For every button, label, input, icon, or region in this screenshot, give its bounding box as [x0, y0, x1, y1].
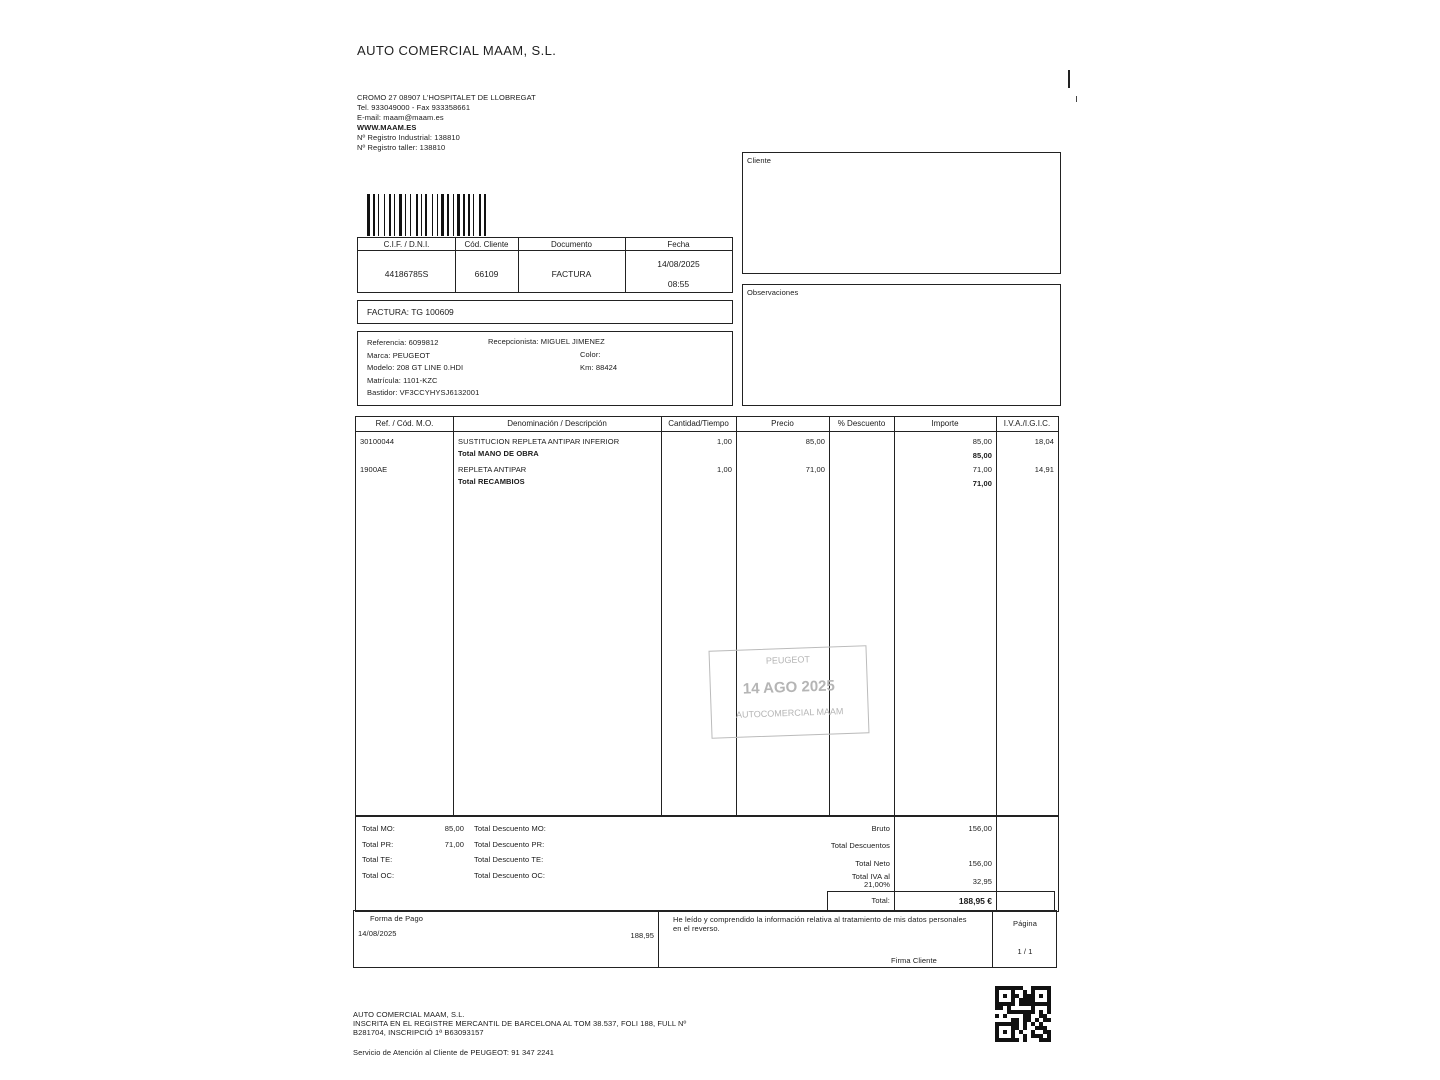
item-price: 71,00	[805, 465, 825, 474]
stamp-date: 14 AGO 2025	[742, 677, 836, 698]
vehicle-color: Color:	[580, 350, 601, 359]
subtotal-label: Total RECAMBIOS	[458, 477, 525, 486]
page-box	[993, 910, 1057, 968]
item-quantity: 1,00	[717, 465, 732, 474]
net-value: 156,00	[968, 859, 992, 868]
total-pr-value: 71,00	[444, 839, 464, 849]
discount-oc-label: Total Descuento OC:	[474, 870, 546, 880]
vehicle-km: Km: 88424	[580, 363, 618, 372]
payment-amount: 188,95	[630, 931, 654, 940]
col-header-price: Precio	[771, 419, 794, 428]
page-label: Página	[1013, 919, 1037, 928]
page-value: 1 / 1	[1017, 947, 1033, 956]
stamp-line: PEUGEOT	[765, 654, 811, 666]
subtotal-amount: 71,00	[972, 479, 992, 488]
payment-date: 14/08/2025	[358, 929, 397, 938]
total-mo-label: Total MO:	[362, 824, 395, 833]
signature-label: Firma Cliente	[891, 956, 937, 965]
totals-discount-labels	[474, 821, 546, 883]
observations-box	[742, 284, 1061, 406]
company-address	[357, 93, 597, 153]
address-line: Tel. 933049000 - Fax 933358661	[357, 103, 471, 112]
date-label: Fecha	[667, 240, 690, 249]
client-code-label: Cód. Cliente	[464, 240, 509, 249]
col-header-vat: I.V.A./I.G.I.C.	[1003, 419, 1051, 428]
footer-legal	[353, 1010, 813, 1037]
col-header-quantity: Cantidad/Tiempo	[668, 419, 729, 428]
grand-total-box	[827, 891, 1055, 912]
item-vat: 18,04	[1034, 437, 1054, 446]
nif-label: C.I.F. / D.N.I.	[383, 240, 430, 249]
vehicle-reference: Referencia: 6099812	[367, 338, 439, 347]
client-label: Cliente	[747, 156, 772, 165]
address-line: WWW.MAAM.ES	[357, 123, 417, 132]
document-label: Documento	[551, 240, 592, 249]
item-description: REPLETA ANTIPAR	[458, 465, 527, 474]
total-oc-label: Total OC:	[362, 870, 395, 880]
vat-label: Total IVA al 21,00%	[851, 872, 890, 889]
item-ref: 1900AE	[360, 465, 388, 474]
discount-mo-label: Total Descuento MO:	[474, 824, 546, 833]
gross-value: 156,00	[968, 824, 992, 833]
vat-value: 32,95	[972, 877, 992, 886]
totals-left-labels	[362, 821, 395, 883]
nif-value: 44186785S	[384, 269, 429, 279]
footer-line: B281704, INSCRIPCIÓ 1ª B63093157	[353, 1028, 484, 1037]
footer-service: Servicio de Atención al Cliente de PEUGEOT: 91 347 2241	[353, 1048, 555, 1057]
item-vat: 14,91	[1034, 465, 1054, 474]
grand-total-label: Total:	[871, 896, 890, 905]
document-value: FACTURA	[551, 269, 592, 279]
total-mo-value: 85,00	[444, 824, 464, 833]
barcode	[367, 194, 519, 236]
scan-mark	[1068, 70, 1070, 88]
scan-mark	[1076, 96, 1085, 102]
company-name: AUTO COMERCIAL MAAM, S.L.	[357, 43, 557, 58]
invoice-number: FACTURA: TG 100609	[367, 307, 454, 317]
vehicle-vin: Bastidor: VF3CCYHYSJ6132001	[367, 388, 480, 397]
vehicle-plate: Matrícula: 1101-KZC	[367, 375, 438, 385]
signature-box	[659, 910, 993, 968]
col-header-discount: % Descuento	[837, 419, 886, 428]
document-header-box	[357, 237, 733, 293]
item-price: 85,00	[805, 437, 825, 446]
discount-pr-label: Total Descuento PR:	[474, 839, 545, 849]
total-te-label: Total TE:	[362, 855, 393, 864]
address-line: CROMO 27 08907 L'HOSPITALET DE LLOBREGAT	[357, 93, 536, 102]
client-box	[742, 152, 1061, 274]
col-header-ref: Ref. / Cód. M.O.	[375, 419, 434, 428]
vehicle-details	[367, 337, 479, 400]
vehicle-make: Marca: PEUGEOT	[367, 350, 431, 360]
total-pr-label: Total PR:	[362, 839, 394, 849]
subtotal-label: Total MANO DE OBRA	[458, 449, 539, 458]
item-amount: 85,00	[972, 437, 992, 446]
discount-te-label: Total Descuento TE:	[474, 855, 544, 864]
footer-line: INSCRITA EN EL REGISTRE MERCANTIL DE BARCELONA AL TOM 38.537, FOLI 188, FULL Nº	[353, 1019, 687, 1028]
payment-label: Forma de Pago	[370, 914, 423, 923]
discounts-label: Total Descuentos	[830, 841, 890, 850]
qr-code	[995, 986, 1051, 1042]
gross-label: Bruto	[871, 824, 890, 833]
date-value: 14/08/2025	[657, 259, 700, 269]
client-code-value: 66109	[474, 269, 499, 279]
item-description: SUSTITUCION REPLETA ANTIPAR INFERIOR	[458, 437, 620, 446]
invoice-number-box	[357, 300, 733, 324]
received-stamp	[709, 645, 870, 738]
items-table	[355, 416, 1059, 816]
time-value: 08:55	[667, 279, 690, 289]
receptionist: Recepcionista: MIGUEL JIMENEZ	[488, 337, 605, 346]
item-quantity: 1,00	[717, 437, 732, 446]
vehicle-box	[357, 331, 733, 406]
net-label: Total Neto	[855, 859, 890, 868]
item-amount: 71,00	[972, 465, 992, 474]
payment-box	[353, 910, 659, 968]
address-line: Nº Registro Industrial: 138810	[357, 133, 460, 142]
totals-left-values	[416, 821, 464, 852]
address-line: E-mail: maam@maam.es	[357, 113, 444, 122]
subtotal-amount: 85,00	[972, 451, 992, 460]
consent-text: He leído y comprendido la información relativa al tratamiento de mis datos personales en el reverso.	[673, 915, 967, 933]
stamp-line: AUTOCOMERCIAL MAAM	[735, 706, 844, 720]
col-header-description: Denominación / Descripción	[507, 419, 607, 428]
vehicle-model: Modelo: 208 GT LINE 0.HDI	[367, 363, 464, 372]
footer-line: AUTO COMERCIAL MAAM, S.L.	[353, 1010, 465, 1019]
grand-total-value: 188,95 €	[958, 896, 992, 906]
observations-label: Observaciones	[747, 288, 799, 297]
address-line: Nº Registro taller: 138810	[357, 143, 446, 152]
col-header-amount: Importe	[931, 419, 959, 428]
item-ref: 30100044	[360, 437, 395, 446]
